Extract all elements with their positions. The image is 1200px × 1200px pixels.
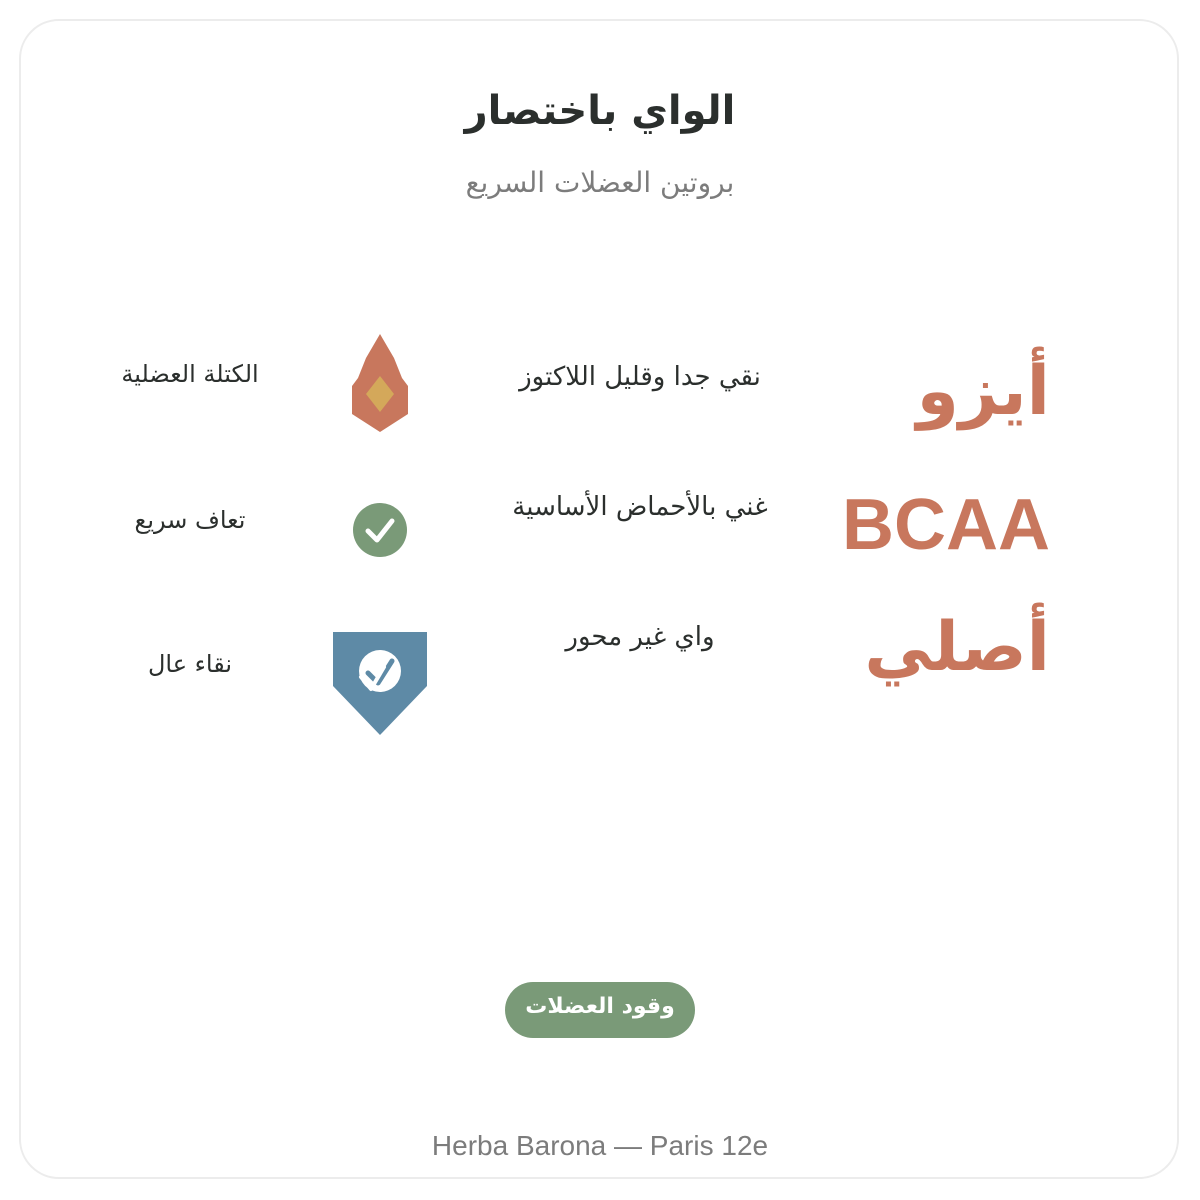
page-title: الواي باختصار <box>464 88 736 134</box>
description-original: واي غير محور <box>565 622 715 652</box>
benefit-muscle-mass: الكتلة العضلية <box>121 360 259 388</box>
term-iso: أيزو <box>916 352 1050 431</box>
footer-text: Herba Barona — Paris 12e <box>431 1130 769 1161</box>
term-original: أصلي <box>864 608 1050 687</box>
term-bcaa: BCAA <box>842 485 1050 565</box>
flame-icon <box>350 334 410 434</box>
page-subtitle: بروتين العضلات السريع <box>465 166 735 199</box>
shield-check-icon <box>332 631 428 737</box>
benefit-high-purity: نقاء عال <box>147 650 233 678</box>
check-circle-icon <box>353 503 407 557</box>
benefit-fast-recovery: تعاف سريع <box>134 506 246 534</box>
muscle-fuel-button[interactable]: وقود العضلات <box>505 982 695 1038</box>
description-iso: نقي جدا وقليل اللاكتوز <box>519 362 761 392</box>
description-bcaa: غني بالأحماض الأساسية <box>512 492 768 522</box>
